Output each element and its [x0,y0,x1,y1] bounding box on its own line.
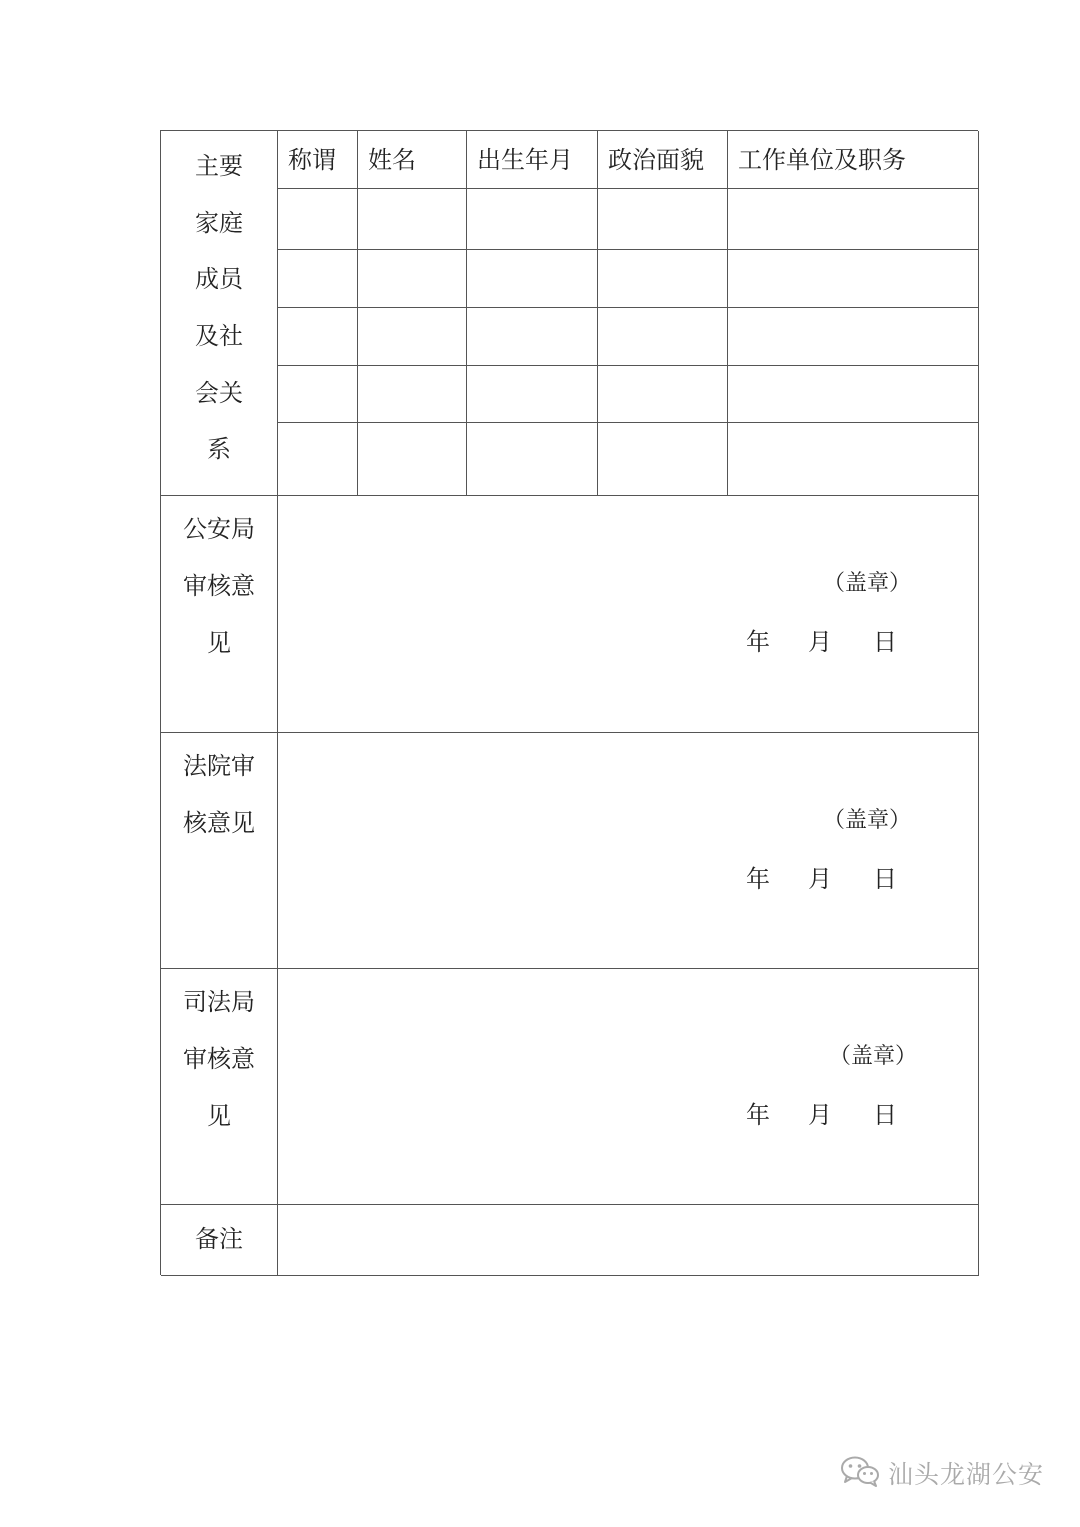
police-date-year: 年 [746,628,770,656]
family-label-line-4: 及社 [195,322,243,350]
family-row-2-employer-field[interactable] [728,250,979,308]
family-row-2-political-field[interactable] [598,250,728,308]
column-header-birth-date: 出生年月 [467,131,598,189]
police-seal-label: （盖章） [823,571,912,596]
justice-review-opinion-area[interactable] [278,969,979,1205]
family-row-4-employer-field[interactable] [728,366,979,423]
column-header-employer-position: 工作单位及职务 [728,131,979,189]
family-row-1-title-field[interactable] [278,189,358,250]
column-header-political-status: 政治面貌 [598,131,728,189]
justice-label-line-2: 审核意 [183,1045,255,1073]
family-row-3-political-field[interactable] [598,308,728,366]
remarks-field[interactable] [278,1205,979,1276]
family-label-line-5: 会关 [195,379,243,407]
watermark-text: 汕头龙湖公安 [888,1460,1045,1489]
justice-review-label-cell [161,969,278,1205]
family-row-4-political-field[interactable] [598,366,728,423]
wechat-icon [840,1455,880,1491]
family-row-5-birth-field[interactable] [467,423,598,496]
justice-date-year: 年 [746,1101,770,1129]
application-form-table [160,130,978,1275]
watermark [840,1455,1044,1491]
court-date-year: 年 [746,865,770,893]
family-row-1-birth-field[interactable] [467,189,598,250]
justice-label-line-1: 司法局 [183,988,255,1016]
court-seal-label: （盖章） [823,808,912,833]
family-row-5-political-field[interactable] [598,423,728,496]
police-review-opinion-area[interactable] [278,496,979,733]
family-row-1-employer-field[interactable] [728,189,979,250]
court-date-day: 日 [873,865,897,893]
family-row-1-political-field[interactable] [598,189,728,250]
police-review-label-cell [161,496,278,733]
police-label-line-3: 见 [207,629,231,657]
court-review-label-cell [161,733,278,969]
family-row-5-employer-field[interactable] [728,423,979,496]
family-row-3-name-field[interactable] [358,308,467,366]
court-label-line-1: 法院审 [183,752,255,780]
family-row-4-name-field[interactable] [358,366,467,423]
family-row-3-employer-field[interactable] [728,308,979,366]
family-row-4-birth-field[interactable] [467,366,598,423]
family-label-line-6: 系 [207,435,231,463]
family-row-5-title-field[interactable] [278,423,358,496]
family-label-line-1: 主要 [195,152,243,180]
remarks-label: 备注 [195,1225,243,1253]
column-header-name: 姓名 [358,131,467,189]
family-label-line-2: 家庭 [195,209,243,237]
family-row-2-title-field[interactable] [278,250,358,308]
justice-date-month: 月 [808,1101,832,1129]
family-row-3-birth-field[interactable] [467,308,598,366]
family-relations-label-cell [161,131,278,496]
column-header-title: 称谓 [278,131,358,189]
family-row-2-name-field[interactable] [358,250,467,308]
police-date-day: 日 [873,628,897,656]
family-row-4-title-field[interactable] [278,366,358,423]
family-row-5-name-field[interactable] [358,423,467,496]
police-label-line-2: 审核意 [183,572,255,600]
police-label-line-1: 公安局 [183,515,255,543]
justice-label-line-3: 见 [207,1102,231,1130]
family-label-line-3: 成员 [195,265,243,293]
family-row-2-birth-field[interactable] [467,250,598,308]
family-row-3-title-field[interactable] [278,308,358,366]
family-row-1-name-field[interactable] [358,189,467,250]
court-review-opinion-area[interactable] [278,733,979,969]
court-date-month: 月 [808,865,832,893]
court-label-line-2: 核意见 [183,809,255,837]
justice-seal-label: （盖章） [829,1044,918,1069]
justice-date-day: 日 [873,1101,897,1129]
police-date-month: 月 [808,628,832,656]
remarks-label-cell [161,1205,278,1276]
